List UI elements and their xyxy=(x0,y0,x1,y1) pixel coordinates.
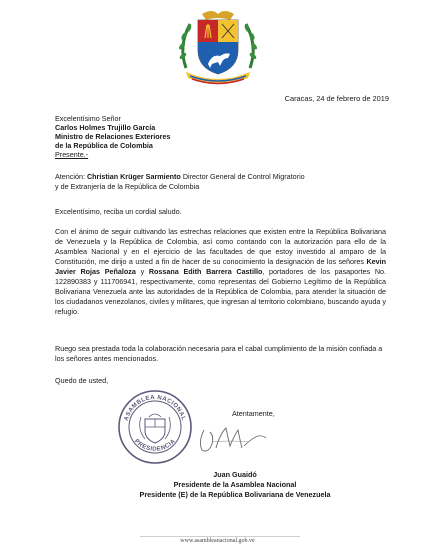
recipient-block xyxy=(55,114,170,159)
coat-of-arms-icon xyxy=(172,6,264,86)
signer-title-2: Presidente (E) de la República Bolivariana de Venezuela xyxy=(139,490,331,499)
svg-text:ASAMBLEA NACIONAL: ASAMBLEA NACIONAL xyxy=(123,394,187,422)
closing-line: Quedo de usted, xyxy=(55,376,109,385)
recipient-title-line1: Ministro de Relaciones Exteriores xyxy=(55,132,171,141)
attention-role-line2: y de Extranjería de la República de Colombia xyxy=(55,181,200,191)
attention-name: Christian Krüger Sarmiento xyxy=(86,172,181,181)
attention-role-line1: Director General de Control Migratorio xyxy=(182,172,305,181)
official-seal-icon xyxy=(115,387,195,467)
signature-icon xyxy=(186,420,276,456)
body-paragraph-2: Ruego sea prestada toda la colaboración necesaria para el cabal cumplimiento de la misión confiada a los señores antes mencionados. xyxy=(55,344,383,363)
attention-label: Atención: xyxy=(55,172,85,181)
signer-block xyxy=(100,470,370,500)
body-paragraph-1 xyxy=(55,227,386,317)
body-p1-rest: , portadores de los pasaportes No. 122890383 y 111706941, respectivamente, como representas del Gobierno Legítimo de la República Bolivariana Venezuela ante las autoridades de la República de Colombia, para atender la situación de los ciudadanos venezolanos, civiles y militares, que ingresan al territorio colombiano, buscando ayuda y refugio. xyxy=(55,267,387,316)
attention-block xyxy=(55,172,385,191)
recipient-name: Carlos Holmes Trujillo García xyxy=(55,123,156,132)
designee-name-1: Kevin Javier Rojas Peñaloza xyxy=(55,257,387,276)
letter-date: Caracas, 24 de febrero de 2019 xyxy=(284,94,389,103)
recipient-honorific: Excelentísimo Señor xyxy=(55,114,121,123)
greeting: Excelentísimo, reciba un cordial saludo. xyxy=(55,207,182,216)
signer-title-1: Presidente de la Asamblea Nacional xyxy=(173,480,297,489)
recipient-title-line2: de la República de Colombia xyxy=(55,141,153,150)
footer-divider xyxy=(140,536,300,537)
body-p1-and: y xyxy=(140,267,145,276)
body-p1-intro: Con el ánimo de seguir cultivando las estrechas relaciones que existen entre la República Bolivariana de Venezuela y la República de Colombia, así como contando con la autorización para ello de la Asamblea Nacional y en el ejercicio de las facultades de que estoy investido al amparo de la Constitución, me dirijo a usted a fin de hacer de su conocimiento la designación de los señores xyxy=(55,227,386,266)
footer-website: www.asambleanacional.gob.ve xyxy=(180,538,255,544)
signer-name: Juan Guaidó xyxy=(213,470,257,479)
designee-name-2: Rossana Edith Barrera Castillo xyxy=(148,267,263,276)
recipient-presente: Presente.- xyxy=(55,150,89,159)
svg-text:PRESIDENCIA: PRESIDENCIA xyxy=(132,438,178,453)
atentamente-label: Atentamente, xyxy=(232,409,275,418)
